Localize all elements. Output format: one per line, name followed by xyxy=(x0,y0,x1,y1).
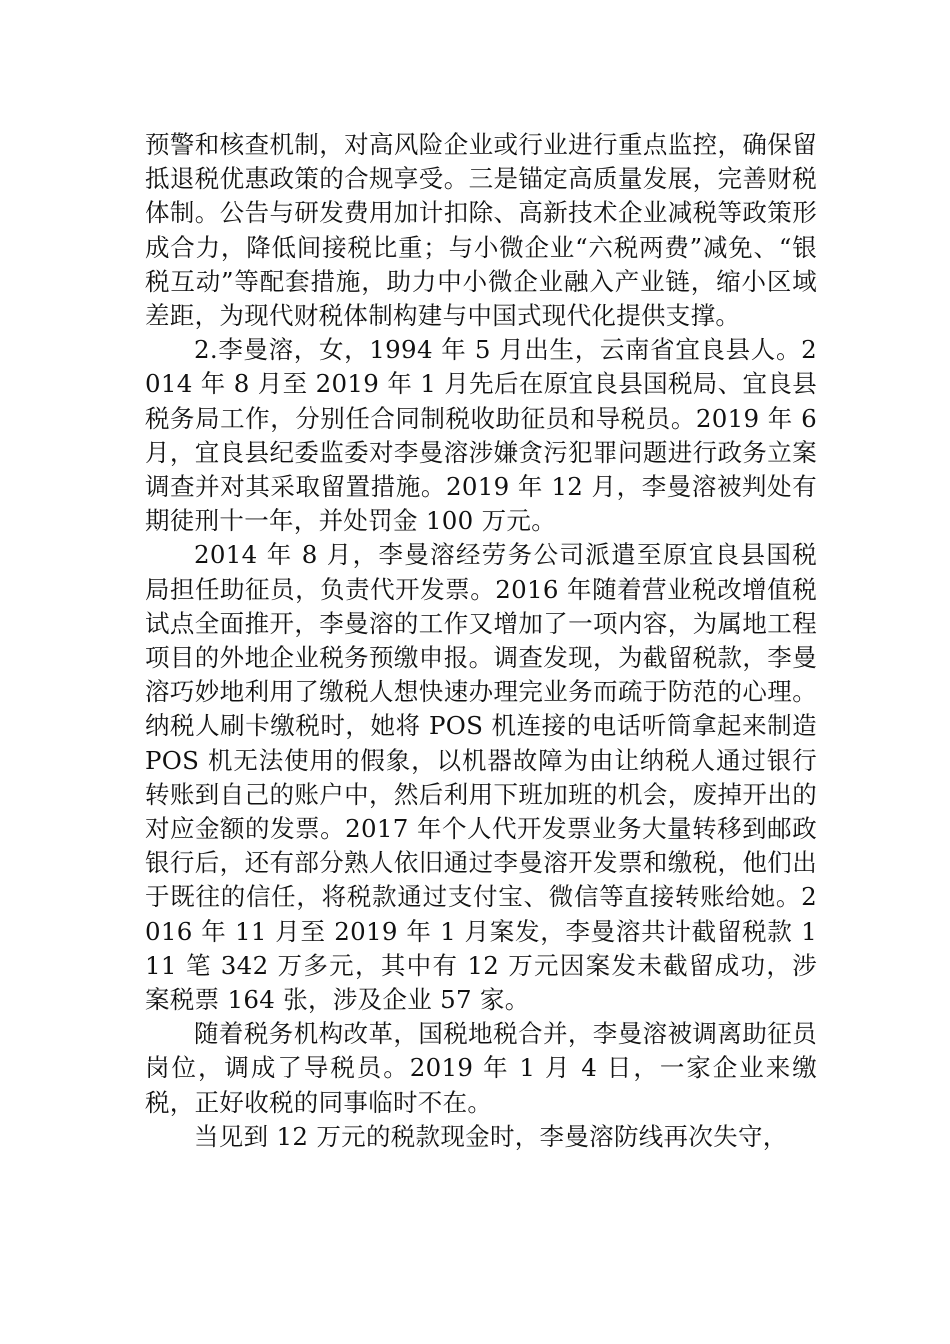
paragraph-policy-continuation: 预警和核查机制，对高风险企业或行业进行重点监控，确保留抵退税优惠政策的合规享受。三是锚定高质量发展，完善财税体制。公告与研发费用加计扣除、高新技术企业减税等政策形成合力，降低间接税比重；与小微企业“六税两费”减免、“银税互动”等配套措施，助力中小微企业融入产业链，缩小区域差距，为现代财税体制构建与中国式现代化提供支撑。 xyxy=(145,130,817,331)
paragraph-reassignment: 随着税务机构改革，国税地税合并，李曼溶被调离助征员岗位，调成了导税员。2019 年 1 月 4 日，一家企业来缴税，正好收税的同事临时不在。 xyxy=(145,1019,817,1117)
document-body xyxy=(145,128,817,1154)
paragraph-case-details: 2014 年 8 月，李曼溶经劳务公司派遣至原宜良县国税局担任助征员，负责代开发票。2016 年随着营业税改增值税试点全面推开，李曼溶的工作又增加了一项内容，为属地工程项目的外地企业税务预缴申报。调查发现，为截留税款，李曼溶巧妙地利用了缴税人想快速办理完业务而疏于防范的心理。纳税人刷卡缴税时，她将 POS 机连接的电话听筒拿起来制造 POS 机无法使用的假象，以机器故障为由让纳税人通过银行转账到自己的账户中，然后利用下班加班的机会，废掉开出的对应金额的发票。2017 年个人代开发票业务大量转移到邮政银行后，还有部分熟人依旧通过李曼溶开发票和缴税，他们出于既往的信任，将税款通过支付宝、微信等直接转账给她。2016 年 11 月至 2019 年 1 月案发，李曼溶共计截留税款 111 笔 342 万多元，其中有 12 万元因案发未截留成功，涉案税票 164 张，涉及企业 57 家。 xyxy=(145,540,817,1015)
paragraph-cash-incident: 当见到 12 万元的税款现金时，李曼溶防线再次失守， xyxy=(194,1121,788,1151)
paragraph-case-intro: 2.李曼溶，女，1994 年 5 月出生，云南省宜良县人。2014 年 8 月至 2019 年 1 月先后在原宜良县国税局、宜良县税务局工作，分别任合同制税收助征员和导税员。2019 年 6 月，宜良县纪委监委对李曼溶涉嫌贪污犯罪问题进行政务立案调查并对其采取留置措施。2019 年 12 月，李曼溶被判处有期徒刑十一年，并处罚金 100 万元。 xyxy=(145,335,817,536)
